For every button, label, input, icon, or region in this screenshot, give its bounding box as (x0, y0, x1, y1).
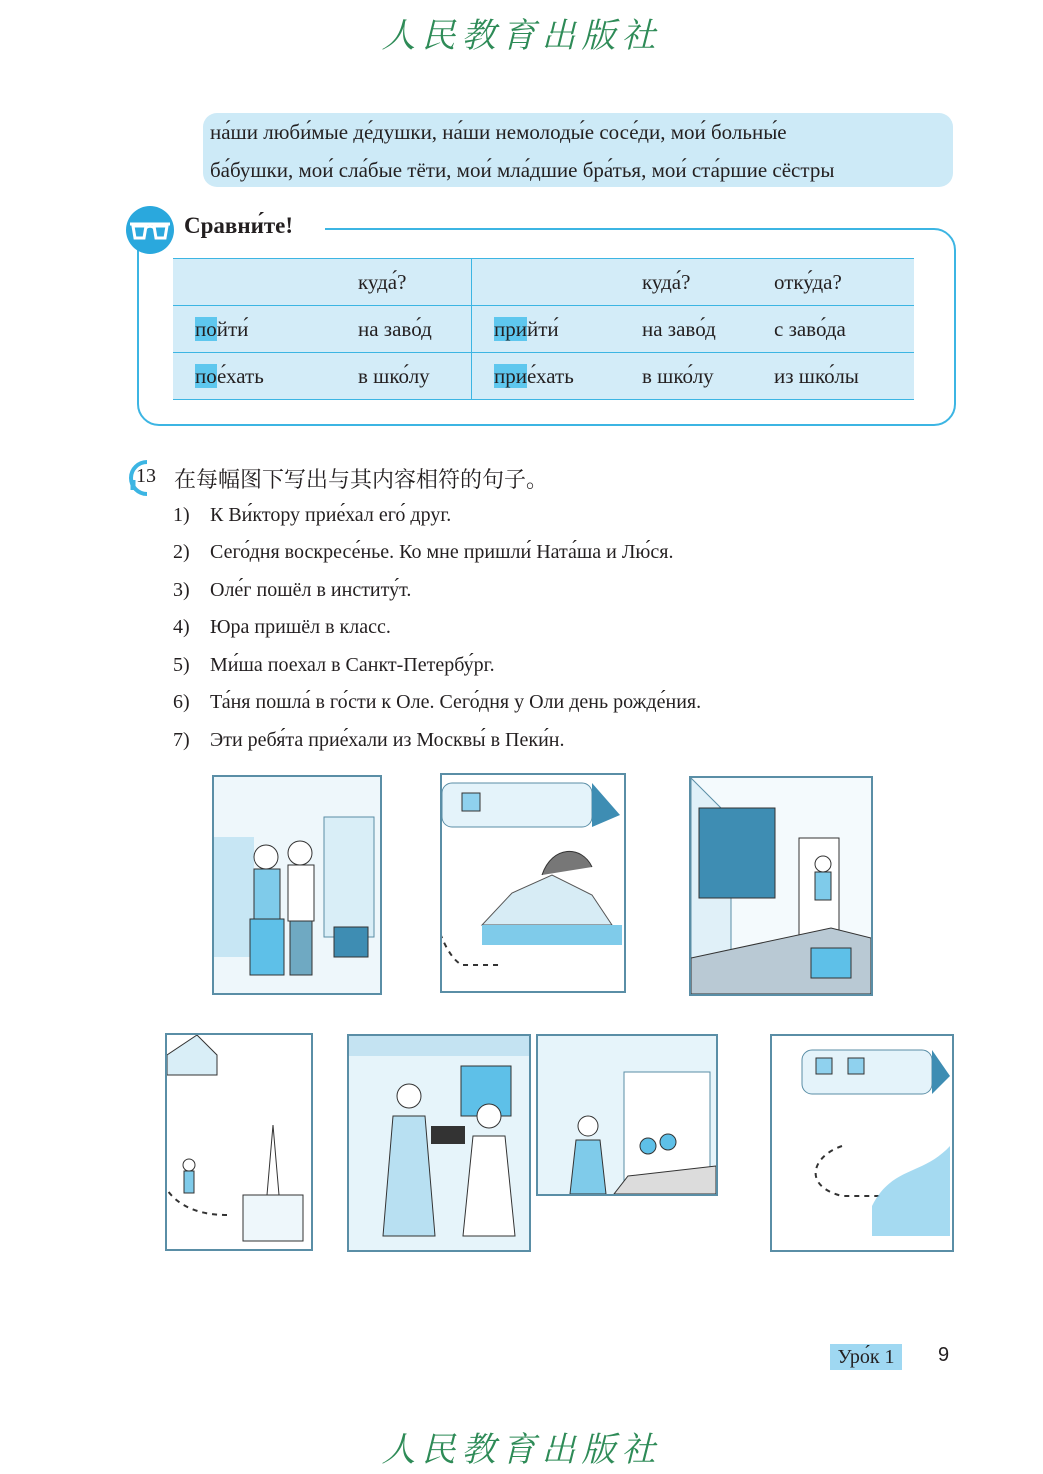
lesson-tag: Уро́к 1 (830, 1344, 902, 1370)
table-row (173, 353, 914, 400)
illustration-birthday-party (536, 1034, 718, 1196)
illustration-girls-visiting (347, 1034, 531, 1252)
verb-stem: йти́ (216, 316, 249, 341)
sentence-6: 6) Та́ня пошла́ в го́сти к Оле. Сего́дня у Оли день рожде́ния. (173, 691, 702, 713)
watermark-bottom: 人民教育出版社 (381, 1430, 662, 1470)
compare-table (173, 258, 914, 400)
table-row (173, 259, 914, 306)
verb-prefix: при (494, 363, 527, 388)
glasses-icon (124, 206, 176, 254)
place: на заво́д (358, 316, 432, 341)
compare-title: Сравни́те! (184, 213, 293, 238)
place-from: из шко́лы (774, 363, 859, 388)
verb-stem: йти́ (526, 316, 559, 341)
sentence-1: 1) К Ви́ктору прие́хал его́ друг. (173, 504, 452, 526)
illustration-going-to-institute (165, 1033, 313, 1251)
verb-stem: е́хать (526, 363, 574, 388)
sentence-2: 2) Сего́дня воскресе́нье. Ко мне пришли́ Ната́ша и Лю́ся. (173, 541, 674, 563)
exercise-number: 13 (136, 465, 156, 487)
watermark-top: 人民教育出版社 (381, 16, 662, 56)
place: на заво́д (642, 316, 716, 341)
sentence-7: 7) Эти ребя́та прие́хали из Москвы́ в Пеки́н. (173, 729, 565, 751)
illustration-classroom (689, 776, 873, 996)
verb-stem: е́хать (217, 363, 264, 388)
header-kuda-2: куда́? (642, 269, 691, 294)
example-line-2: ба́бушки, мои́ сла́бые тёти, мои́ мла́дшие бра́тья, мои́ ста́ршие сёстры (210, 158, 835, 182)
sentence-5: 5) Ми́ша поехал в Санкт-Петербу́рг. (173, 654, 495, 676)
verb-prefix: по (195, 363, 217, 388)
illustration-friends-meeting (212, 775, 382, 995)
page-number: 9 (938, 1344, 950, 1366)
example-line-1: на́ши люби́мые де́душки, на́ши немолоды́е сосе́ди, мои́ больны́е (210, 120, 787, 144)
header-otkuda: отку́да? (774, 269, 842, 294)
verb-prefix: при (494, 316, 527, 341)
illustration-saint-petersburg-trip (440, 773, 626, 993)
exercise-instruction: 在每幅图下写出与其内容相符的句子。 (174, 468, 549, 493)
verb-prefix: по (195, 316, 217, 341)
sentence-4: 4) Юра пришёл в класс. (173, 616, 391, 638)
header-kuda-1: куда́? (358, 269, 407, 294)
place: в шко́лу (642, 363, 714, 388)
place-from: с заво́да (774, 316, 846, 341)
table-row (173, 306, 914, 353)
illustration-moscow-to-beijing (770, 1034, 954, 1252)
sentence-3: 3) Оле́г пошёл в институ́т. (173, 579, 412, 601)
place: в шко́лу (358, 363, 430, 388)
